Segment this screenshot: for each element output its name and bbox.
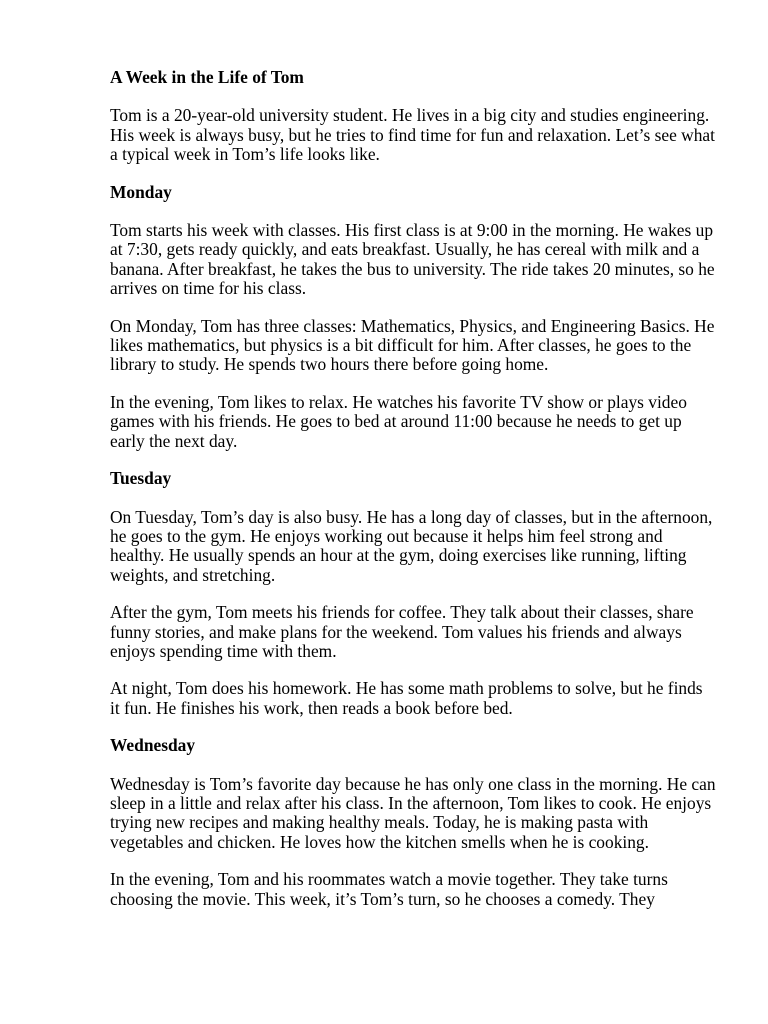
monday-paragraph-3: In the evening, Tom likes to relax. He watches his favorite TV show or plays video games with his friends. He goes to bed at around 11:00 because he needs to get up early the next day. — [110, 391, 687, 451]
tuesday-paragraph-1: On Tuesday, Tom’s day is also busy. He has a long day of classes, but in the afternoon, he goes to the gym. He enjoys working out because it helps him feel strong and healthy. He usually spends an hour at the gym, doing exercises like running, lifting weights, and stretching. — [110, 506, 713, 585]
monday-paragraph-2: On Monday, Tom has three classes: Mathematics, Physics, and Engineering Basics. He likes mathematics, but physics is a bit difficult for him. After classes, he goes to the library to study. He spends two hours there before going home. — [110, 315, 715, 375]
document-page — [110, 68, 716, 927]
document-title: A Week in the Life of Tom — [110, 67, 304, 87]
intro-paragraph: Tom is a 20-year-old university student. He lives in a big city and studies engineering. His week is always busy, but he tries to find time for fun and relaxation. Let’s see what a typical week in Tom’s life looks like. — [110, 105, 715, 165]
wednesday-paragraph-2: In the evening, Tom and his roommates watch a movie together. They take turns choosing the movie. This week, it’s Tom’s turn, so he chooses a comedy. They — [110, 869, 668, 909]
tuesday-paragraph-2: After the gym, Tom meets his friends for coffee. They talk about their classes, share funny stories, and make plans for the weekend. Tom values his friends and always enjoys spending time with them. — [110, 602, 694, 661]
section-heading-tuesday: Tuesday — [110, 468, 172, 489]
monday-paragraph-1: Tom starts his week with classes. His first class is at 9:00 in the morning. He wakes up at 7:30, gets ready quickly, and eats breakfast. Usually, he has cereal with milk and a banana. After breakfast, he takes the bus to university. The ride takes 20 minutes, so he arrives on time for his class. — [110, 220, 715, 299]
tuesday-paragraph-3: At night, Tom does his homework. He has some math problems to solve, but he finds it fun. He finishes his work, then reads a book before bed. — [110, 678, 703, 718]
section-heading-wednesday: Wednesday — [110, 735, 196, 756]
section-heading-monday: Monday — [110, 181, 172, 202]
wednesday-paragraph-1: Wednesday is Tom’s favorite day because he has only one class in the morning. He can sleep in a little and relax after his class. In the afternoon, Tom likes to cook. He enjoys trying new recipes and making healthy meals. Today, he is making pasta with vegetables and chicken. He loves how the kitchen smells when he is cooking. — [110, 773, 716, 852]
